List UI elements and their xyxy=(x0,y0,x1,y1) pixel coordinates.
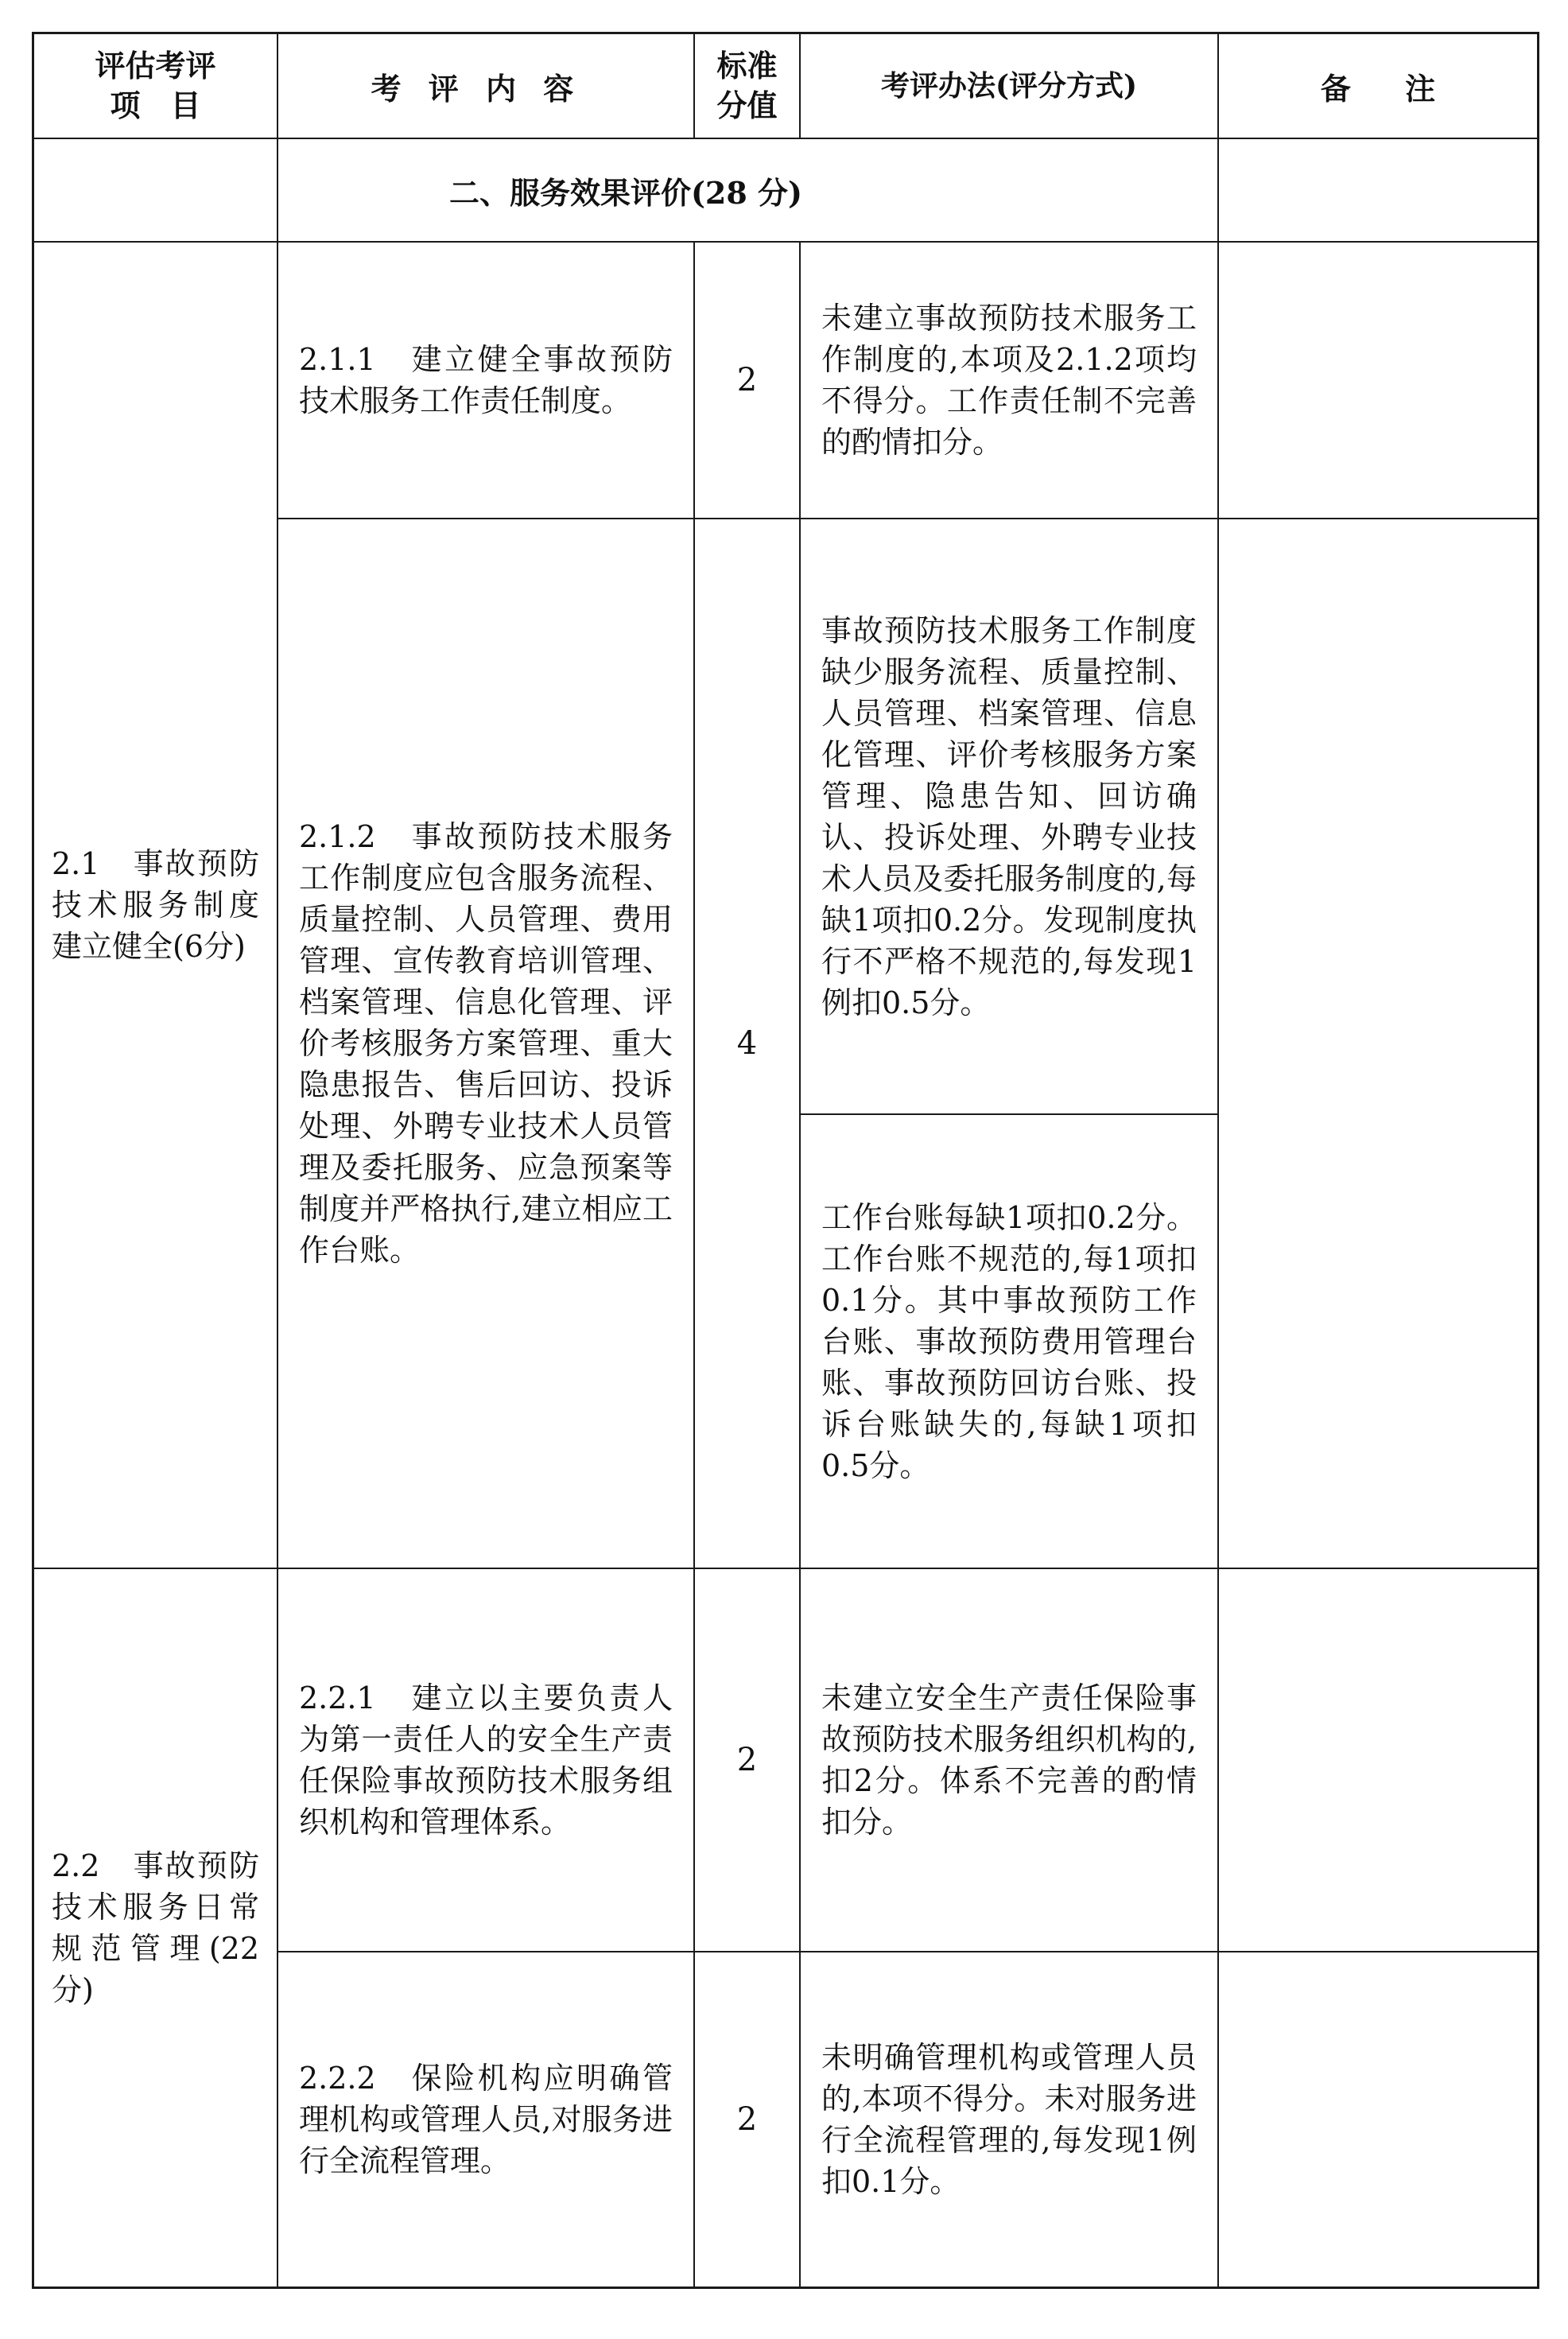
method-text: 工作台账每缺1项扣0.2分。工作台账不规范的,每1项扣0.1分。其中事故预防工作台账、事故预防费用管理台账、事故预防回访台账、投诉台账缺失的,每缺1项扣0.5分。 xyxy=(821,1199,1197,1483)
score-cell xyxy=(695,1569,799,1951)
group-item-label: 2.1 事故预防技术服务制度建立健全(6分) xyxy=(52,846,259,964)
method-cell xyxy=(801,1115,1217,1568)
score-value: 2 xyxy=(736,2101,758,2138)
score-value: 4 xyxy=(736,1025,758,1062)
score-cell xyxy=(695,243,799,518)
content-text: 2.2.1 建立以主要负责人为第一责任人的安全生产责任保险事故预防技术服务组织机构和管理体系。 xyxy=(299,1680,673,1840)
method-text: 未建立安全生产责任保险事故预防技术服务组织机构的,扣2分。体系不完善的酌情扣分。 xyxy=(821,1680,1197,1840)
method-cell xyxy=(801,1952,1217,2287)
section-title-cell xyxy=(34,139,1217,241)
header-method: 考评办法(评分方式) xyxy=(880,69,1138,103)
content-text: 2.1.2 事故预防技术服务工作制度应包含服务流程、质量控制、人员管理、费用管理、宣传教育培训管理、档案管理、信息化管理、评价考核服务方案管理、重大隐患报告、售后回访、投诉处理、外聘专业技术人员管理及委托服务、应急预案等制度并严格执行,建立相应工作台账。 xyxy=(299,819,673,1268)
content-text: 2.1.1 建立健全事故预防技术服务工作责任制度。 xyxy=(299,342,673,418)
method-cell xyxy=(801,243,1217,518)
header-content: 考评内容 xyxy=(371,70,601,107)
header-method-cell xyxy=(801,34,1217,138)
header-remark-cell xyxy=(1219,34,1537,138)
content-cell xyxy=(278,1569,693,1951)
group-item-label: 2.2 事故预防技术服务日常规范管理(22分) xyxy=(52,1848,259,2007)
method-text: 事故预防技术服务工作制度缺少服务流程、质量控制、人员管理、档案管理、信息化管理、评价考核服务方案管理、隐患告知、回访确认、投诉处理、外聘专业技术人员及委托服务制度的,每缺1项扣0.2分。发现制度执行不严格不规范的,每发现1例扣0.5分。 xyxy=(821,612,1197,1020)
header-remark: 备注 xyxy=(1320,70,1490,107)
score-cell xyxy=(695,1952,799,2287)
content-cell xyxy=(278,243,693,518)
score-cell xyxy=(695,519,799,1568)
method-text: 未建立事故预防技术服务工作制度的,本项及2.1.2项均不得分。工作责任制不完善的酌情扣分。 xyxy=(821,301,1197,460)
score-value: 2 xyxy=(736,362,758,398)
header-score: 标准 分值 xyxy=(716,48,778,123)
group-item-cell xyxy=(34,1569,277,2287)
content-cell xyxy=(278,1952,693,2287)
section-title: 二、服务效果评价(28 分) xyxy=(448,174,803,211)
header-score-cell xyxy=(695,34,799,138)
method-text: 未明确管理机构或管理人员的,本项不得分。未对服务进行全流程管理的,每发现1例扣0.1分。 xyxy=(821,2040,1197,2199)
score-value: 2 xyxy=(736,1742,758,1778)
header-item-cell xyxy=(34,34,277,138)
content-cell xyxy=(278,519,693,1568)
col-divider xyxy=(1217,34,1219,2287)
group-item-cell xyxy=(34,243,277,1568)
content-text: 2.2.2 保险机构应明确管理机构或管理人员,对服务进行全流程管理。 xyxy=(299,2061,673,2178)
evaluation-table xyxy=(32,32,1539,2289)
header-content-cell xyxy=(278,34,693,138)
header-item: 评估考评 项 目 xyxy=(95,48,216,123)
method-cell xyxy=(801,1569,1217,1951)
method-cell xyxy=(801,519,1217,1113)
